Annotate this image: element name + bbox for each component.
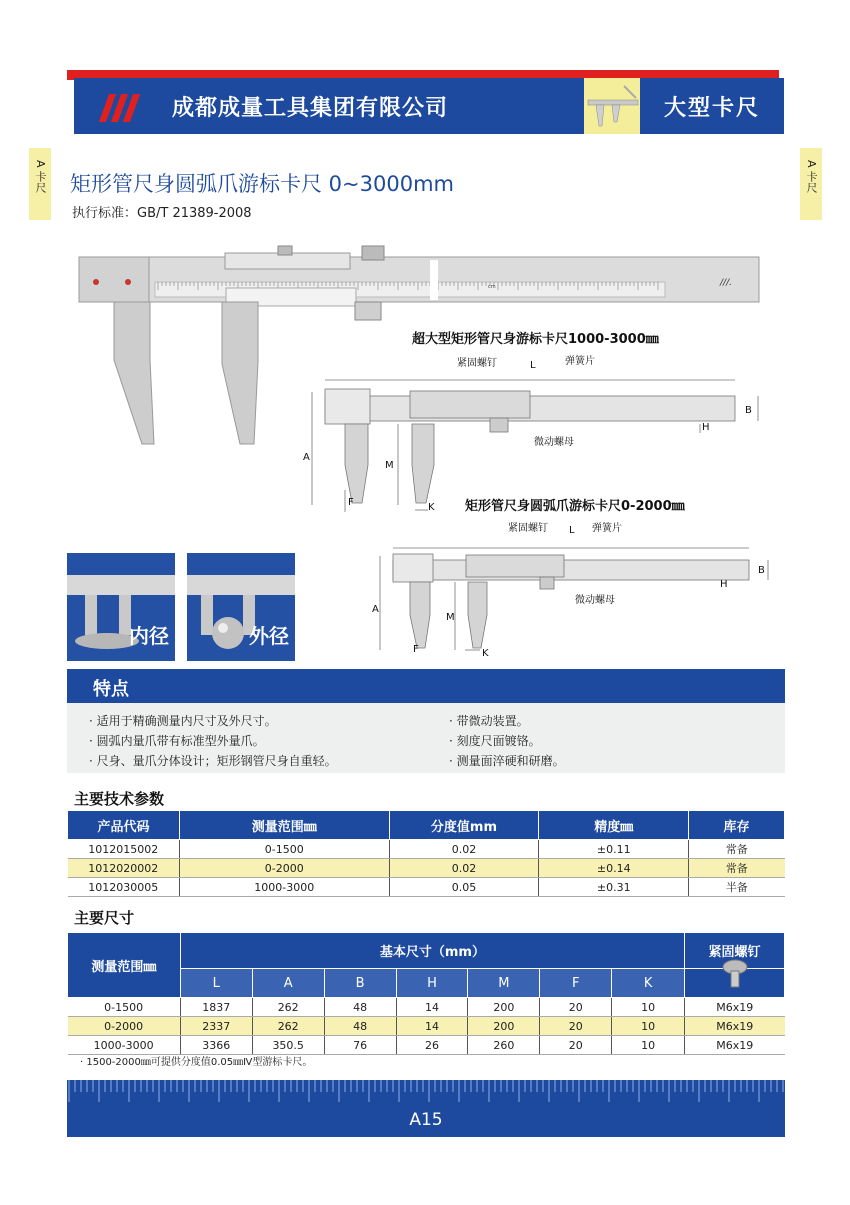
category-label: 大型卡尺 <box>640 78 784 134</box>
specs-table <box>67 810 785 897</box>
svg-text:微动螺母: 微动螺母 <box>575 595 615 606</box>
svg-text:紧固螺钉: 紧固螺钉 <box>508 523 548 534</box>
small-schematic <box>380 548 768 650</box>
inner-measure-photo: 内径 <box>67 553 175 661</box>
side-tab-right: A 卡尺 <box>800 148 822 220</box>
svg-text:弹簧片: 弹簧片 <box>565 356 595 367</box>
feature-item: · 带微动装置。 <box>449 714 529 728</box>
basic-header: 基本尺寸（mm） <box>180 933 684 969</box>
table-row: 0-1500 1837 262 48 14 200 20 10 M6x19 <box>68 998 785 1017</box>
col-header: 测量范围㎜ <box>179 811 389 840</box>
col-header: 精度㎜ <box>539 811 689 840</box>
svg-text:A: A <box>303 452 310 463</box>
svg-text:F: F <box>348 497 354 508</box>
company-name: 成都成量工具集团有限公司 <box>172 95 449 121</box>
features-heading: 特点 <box>67 669 785 703</box>
svg-text:M: M <box>446 612 455 623</box>
table-row: 1012030005 1000-3000 0.05 ±0.31 半备 <box>68 878 785 897</box>
footnote: · 1500-2000㎜可提供分度值0.05㎜Ⅳ型游标卡尺。 <box>80 1057 313 1068</box>
svg-text:A: A <box>372 604 379 615</box>
svg-text:///.: ///. <box>720 278 732 288</box>
col-header: 分度值mm <box>389 811 539 840</box>
range-header: 测量范围㎜ <box>68 933 181 998</box>
outer-measure-photo: 外径 <box>187 553 295 661</box>
table-row: 1012020002 0-2000 0.02 ±0.14 常备 <box>68 859 785 878</box>
page-number: A15 <box>409 1110 443 1130</box>
svg-text:弹簧片: 弹簧片 <box>592 523 622 534</box>
feature-item: · 测量面淬硬和研磨。 <box>449 754 565 768</box>
svg-text:L: L <box>569 525 575 536</box>
dims-table: 测量范围㎜ 基本尺寸（mm） 紧固螺钉 L A B H M F K 0-1500 1837 262 48 14 200 20 10 M6x19 0-2000 2337 262 48 14 200 20 10 M6x19 1000-3000 3366 350.5 76 26 260 20 10 M6x19 <box>67 932 785 1055</box>
col-header: 库存 <box>689 811 785 840</box>
table-row: 0-2000 2337 262 48 14 200 20 10 M6x19 <box>68 1017 785 1036</box>
product-title: 矩形管尺身圆弧爪游标卡尺 0~3000mm <box>70 172 454 196</box>
svg-text:cm: cm <box>488 284 496 290</box>
svg-text:B: B <box>745 405 752 416</box>
dims-heading: 主要尺寸 <box>74 909 135 927</box>
svg-text:L: L <box>530 360 536 371</box>
screw-icon <box>685 969 785 998</box>
svg-text:微动螺母: 微动螺母 <box>534 437 574 448</box>
product-standard: 执行标准：GB/T 21389-2008 <box>72 206 252 221</box>
svg-text:K: K <box>482 648 489 659</box>
feature-item: · 适用于精确测量内尺寸及外尺寸。 <box>89 714 277 728</box>
specs-heading: 主要技术参数 <box>74 790 165 808</box>
svg-text:紧固螺钉: 紧固螺钉 <box>457 358 497 369</box>
svg-text:B: B <box>758 565 765 576</box>
feature-item: · 刻度尺面镀铬。 <box>449 734 541 748</box>
footer-ruler <box>67 1080 785 1137</box>
features-box <box>67 703 785 773</box>
svg-text:M: M <box>385 460 394 471</box>
screw-header: 紧固螺钉 <box>685 933 785 969</box>
svg-text:F: F <box>413 644 419 655</box>
svg-text:K: K <box>428 502 435 513</box>
feature-item: · 尺身、量爪分体设计；矩形钢管尺身自重轻。 <box>89 754 337 768</box>
feature-item: · 圆弧内量爪带有标准型外量爪。 <box>89 734 265 748</box>
svg-text:超大型矩形管尺身游标卡尺1000-3000㎜: 超大型矩形管尺身游标卡尺1000-3000㎜ <box>412 332 659 347</box>
col-header: 产品代码 <box>68 811 180 840</box>
side-tab-left: A 卡尺 <box>29 148 51 220</box>
svg-text:H: H <box>702 422 710 433</box>
table-row: 1012015002 0-1500 0.02 ±0.11 常备 <box>68 840 785 859</box>
svg-text:矩形管尺身圆弧爪游标卡尺0-2000㎜: 矩形管尺身圆弧爪游标卡尺0-2000㎜ <box>465 499 685 514</box>
svg-text:H: H <box>720 579 728 590</box>
table-row: 1000-3000 3366 350.5 76 26 260 20 10 M6x19 <box>68 1036 785 1055</box>
